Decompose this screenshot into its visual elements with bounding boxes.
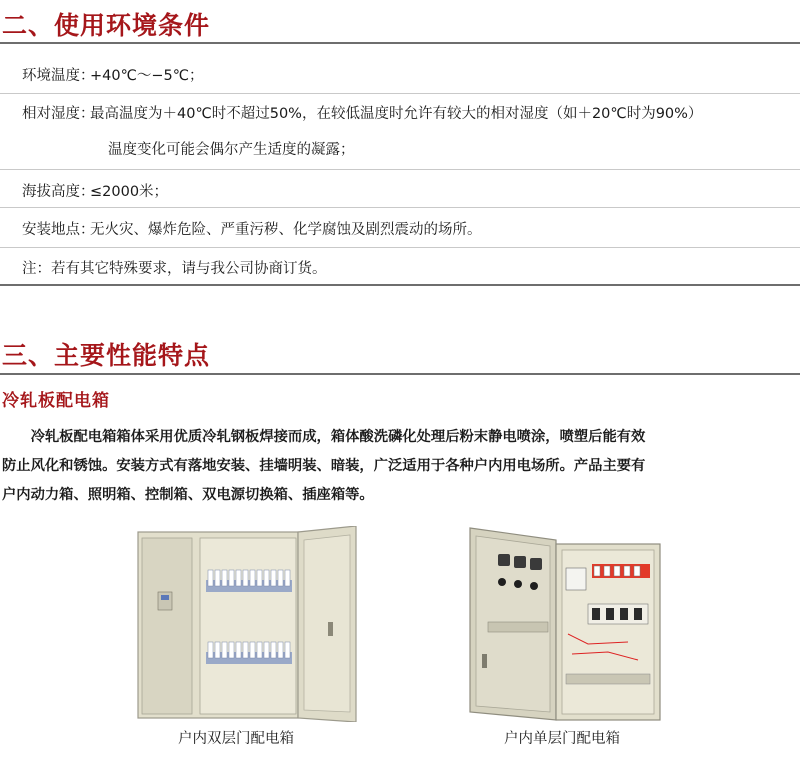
- condition-value: 最高温度为＋40℃时不超过50%，在较低温度时允许有较大的相对湿度（如＋20℃时为90%）: [90, 106, 703, 122]
- photo-caption: 户内单层门配电箱: [504, 731, 620, 747]
- condition-label: 环境温度：: [22, 68, 95, 84]
- condition-value: 无火灾、爆炸危险、严重污秽、化学腐蚀及剧烈震动的场所。: [90, 222, 482, 238]
- condition-label: 相对湿度：: [22, 106, 95, 122]
- single-door-cabinet-photo: [468, 524, 664, 722]
- section2-rule: [0, 42, 800, 44]
- condition-row-humidity: [0, 94, 800, 170]
- description-line: 冷轧板配电箱箱体采用优质冷轧钢板焊接而成，箱体酸洗磷化处理后粉末静电喷涂，喷塑后能有效: [2, 429, 646, 445]
- condition-row-temperature: [0, 52, 800, 94]
- condition-row-altitude: [0, 170, 800, 208]
- condition-label: 海拔高度：: [22, 184, 95, 200]
- condition-label: 安装地点：: [22, 222, 95, 238]
- photo-caption: 户内双层门配电箱: [178, 731, 294, 747]
- product-subtitle: 冷轧板配电箱: [2, 391, 110, 411]
- conditions-table: [0, 52, 800, 286]
- double-door-cabinet-photo: [136, 526, 360, 722]
- product-description: [2, 423, 800, 510]
- section2-title: 二、使用环境条件: [2, 11, 211, 40]
- condition-row-location: [0, 208, 800, 248]
- condition-continuation: 温度变化可能会偶尔产生适度的凝露；: [108, 142, 355, 158]
- section3-rule: [0, 373, 800, 375]
- description-line: 户内动力箱、照明箱、控制箱、双电源切换箱、插座箱等。: [2, 487, 374, 503]
- condition-value: ≤2000米；: [90, 184, 169, 200]
- condition-row-note: [0, 248, 800, 286]
- condition-value: +40℃～−5℃；: [90, 68, 204, 84]
- condition-note: 注：若有其它特殊要求，请与我公司协商订货。: [22, 261, 327, 277]
- section3-title: 三、主要性能特点: [2, 341, 211, 370]
- description-line: 防止风化和锈蚀。安装方式有落地安装、挂墙明装、暗装，广泛适用于各种户内用电场所。产品主要有: [2, 458, 646, 474]
